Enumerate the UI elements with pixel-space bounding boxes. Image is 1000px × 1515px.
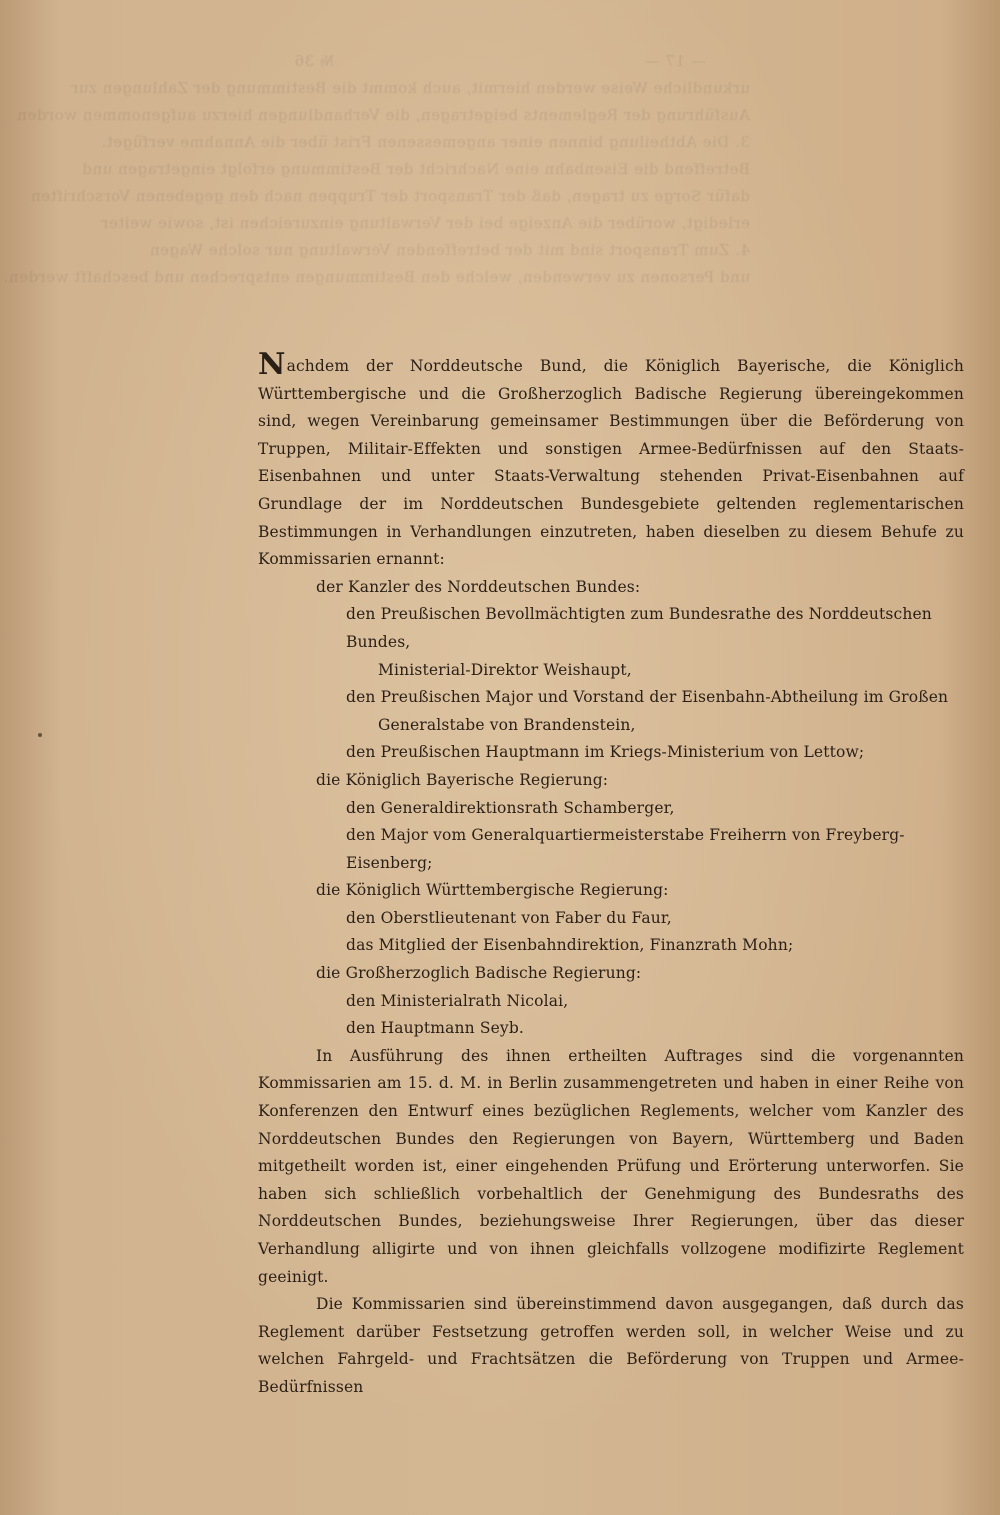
drop-cap: N (258, 347, 286, 382)
authority-heading: die Königlich Württembergische Regierung: (316, 881, 669, 900)
commissioner-entry: den Generaldirektionsrath Schamberger, (346, 798, 675, 817)
commissioner-entry: den Preußischen Major und Vorstand der Eisenbahn-Abtheilung im Großen (346, 688, 949, 707)
commissioner-list (258, 574, 964, 1043)
intro-text: achdem der Norddeutsche Bund, die Königlich Bayerische, die Königlich Württembergische und die Großherzoglich Badische Regierung übereingekommen sind, wegen Vereinbarung gemeinsamer Bestimmungen über die Beförderung von Truppen, Militair-Effekten und sonstigen Armee-Bedürfnissen auf den Staats-Eisenbahnen und unter Staats-Verwaltung stehenden Privat-Eisenbahnen auf Grundlage der im Norddeutschen Bundesgebiete geltenden reglementarischen Bestimmungen in Verhandlungen einzutreten, haben dieselben zu diesem Behufe zu Kommissarien ernannt: (258, 357, 964, 569)
document-body (258, 347, 964, 1402)
authority-heading: die Großherzoglich Badische Regierung: (316, 964, 642, 983)
conclusion-paragraph: Die Kommissarien sind übereinstimmend davon ausgegangen, daß durch das Reglement darüber Festsetzung getroffen werden soll, in welcher Weise und zu welchen Fahrgeld- und Frachtsätzen die Beförderung von Truppen und Armee-Bedürfnissen (258, 1295, 964, 1396)
execution-paragraph: In Ausführung des ihnen ertheilten Auftrages sind die vorgenannten Kommissarien am 15. d. M. in Berlin zusammengetreten und haben in einer Reihe von Konferenzen den Entwurf eines bezüglichen Reglements, welcher vom Kanzler des Norddeutschen Bundes den Regierungen von Bayern, Württemberg und Baden mitgetheilt worden ist, einer eingehenden Prüfung und Erörterung unterworfen. Sie haben sich schließlich vorbehaltlich der Genehmigung des Bundesraths des Norddeutschen Bundes, beziehungsweise Ihrer Regierungen, über das dieser Verhandlung alligirte und von ihnen gleichfalls vollzogene modifizirte Reglement geeinigt. (258, 1046, 964, 1286)
intro-paragraph (258, 347, 964, 574)
commissioner-entry: den Hauptmann Seyb. (346, 1019, 524, 1038)
commissioner-entry: den Preußischen Hauptmann im Kriegs-Ministerium von Lettow; (346, 743, 865, 762)
commissioner-entry: den Preußischen Bevollmächtigten zum Bundesrathe des Norddeutschen Bundes, (346, 605, 932, 651)
commissioner-entry: den Major vom Generalquartiermeisterstabe Freiherrn von Freyberg-Eisenberg; (346, 826, 905, 872)
commissioner-entry: den Oberstlieutenant von Faber du Faur, (346, 908, 672, 927)
commissioner-entry: das Mitglied der Eisenbahndirektion, Finanzrath Mohn; (346, 936, 794, 955)
commissioner-entry: den Ministerialrath Nicolai, (346, 991, 569, 1010)
authority-heading: der Kanzler des Norddeutschen Bundes: (316, 577, 641, 596)
commissioner-entry-continuation: Ministerial-Direktor Weishaupt, (378, 660, 632, 679)
commissioner-entry-continuation: Generalstabe von Brandenstein, (378, 715, 636, 734)
show-through-text: — 17 — № 36 urkundliche Weise werden hiermit, auch kommt die Bestimmung der Zahlungen zur Ausführung der Reglements beigetragen, die Verhandlungen hierzu aufgenommen worden 3. Die Abtheilung binnen einer angemessenen Frist über die Annahme verfüget. Betreffend die Eisenbahn eine Nachricht der Bestimmung erfolgt eingetragen und dafür Sorge zu tragen, daß der Transport der Truppen nach den gegebenen Vorschriften erledigt, worüber die Anzeige bei der Verwaltung einzureichen ist, sowie weiter 4. Zum Transport sind mit der betreffenden Verwaltung nur solche Wagen und Personen zu verwenden, welche den Bestimmungen entsprechen und beschafft werden. (3, 52, 750, 286)
ink-speck (38, 733, 42, 737)
authority-heading: die Königlich Bayerische Regierung: (316, 770, 609, 789)
